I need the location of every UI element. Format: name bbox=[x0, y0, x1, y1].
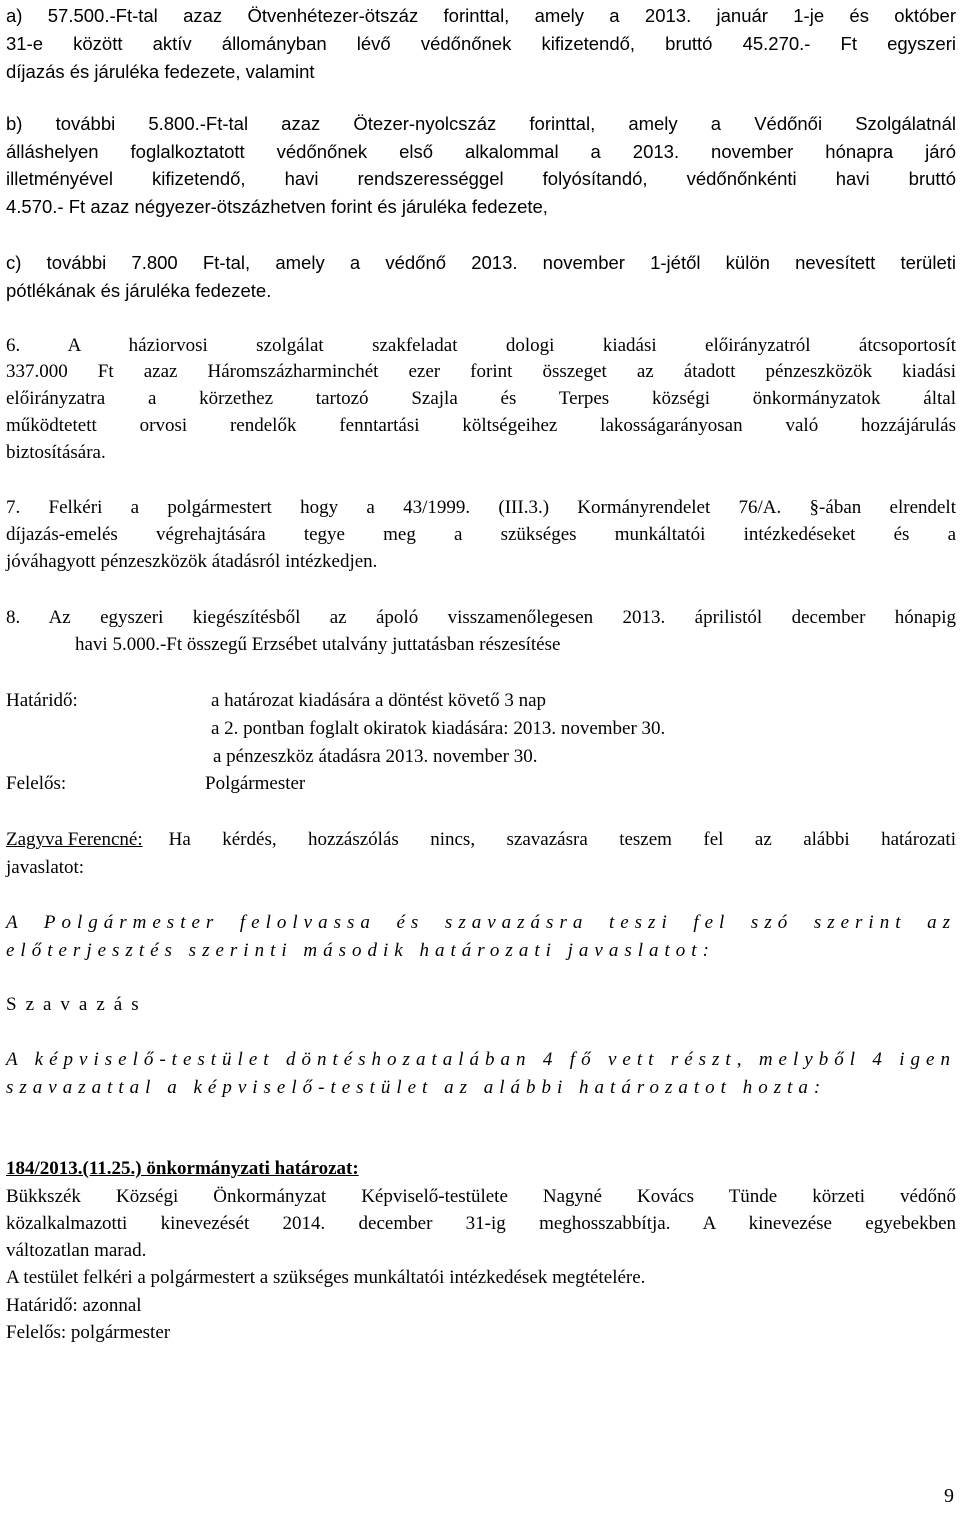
resolution-line-4: A testület felkéri a polgármestert a szükséges munkáltatói intézkedések megtételére. bbox=[6, 1267, 646, 1288]
item-b-line-4: 4.570.- Ft azaz négyezer-ötszázhetven forint és járuléka fedezete, bbox=[6, 196, 548, 217]
item-6-line-3: előirányzatra a körzethez tartozó Szajla és Terpes községi önkormányzatok által bbox=[6, 388, 956, 409]
deadline-value-1: a határozat kiadására a döntést követő 3 nap bbox=[211, 690, 546, 711]
resolution-line-2: közalkalmazotti kinevezését 2014. december 31-ig meghosszabbítja. A kinevezése egyebekben bbox=[6, 1213, 956, 1234]
speaker-line-2: javaslatot: bbox=[6, 857, 85, 878]
item-a-line-3: díjazás és járuléka fedezete, valamint bbox=[6, 61, 315, 82]
item-b-line-2: álláshelyen foglalkoztatott védőnőnek első alkalommal a 2013. november hónapra járó bbox=[6, 141, 956, 162]
item-a-line-2: 31-e között aktív állományban lévő védőnőnek kifizetendő, bruttó 45.270.- Ft egyszeri bbox=[6, 33, 956, 54]
responsible-label: Felelős: bbox=[6, 773, 67, 794]
item-6-line-4: működtetett orvosi rendelők fenntartási költségeihez lakosságarányosan való hozzájárulás bbox=[6, 415, 956, 436]
speaker-text: Ha kérdés, hozzászólás nincs, szavazásra teszem fel az alábbi határozati bbox=[168, 829, 956, 850]
item-6-line-1: 6. A háziorvosi szolgálat szakfeladat dologi kiadási előirányzatról átcsoportosít bbox=[6, 335, 956, 356]
deadline-label: Határidő: bbox=[6, 690, 78, 711]
resolution-responsible: Felelős: polgármester bbox=[6, 1322, 171, 1343]
deadline-value-3: a pénzeszköz átadásra 2013. november 30. bbox=[213, 746, 538, 767]
vote-result-line-1: A képviselő-testület döntéshozatalában 4 fő vett részt, melyből 4 igen bbox=[6, 1049, 956, 1070]
page-number: 9 bbox=[944, 1485, 954, 1507]
mayor-statement-line-2: előterjesztés szerinti második határozati javaslatot: bbox=[6, 940, 715, 961]
item-7-line-3: jóváhagyott pénzeszközök átadásról intézkedjen. bbox=[6, 551, 378, 572]
speaker-line-1 bbox=[6, 827, 956, 853]
item-8-line-1: 8. Az egyszeri kiegészítésből az ápoló visszamenőlegesen 2013. áprilistól december hónapig bbox=[6, 607, 956, 628]
resolution-line-1: Bükkszék Községi Önkormányzat Képviselő-testülete Nagyné Kovács Tünde körzeti védőnő bbox=[6, 1186, 956, 1207]
item-6-line-2: 337.000 Ft azaz Háromszázharminchét ezer forint összeget az átadott pénzeszközök kiadási bbox=[6, 361, 956, 382]
deadline-value-2: a 2. pontban foglalt okiratok kiadására: 2013. november 30. bbox=[211, 718, 666, 739]
speaker-name: Zagyva Ferencné: bbox=[6, 829, 143, 850]
mayor-statement-line-1: A Polgármester felolvassa és szavazásra teszi fel szó szerint az bbox=[6, 912, 956, 933]
resolution-deadline: Határidő: azonnal bbox=[6, 1295, 142, 1316]
item-b-line-3: illetményével kifizetendő, havi rendszerességgel folyósítandó, védőnőnkénti havi bruttó bbox=[6, 168, 956, 189]
item-8-line-2: havi 5.000.-Ft összegű Erzsébet utalvány juttatásban részesítése bbox=[75, 634, 561, 655]
item-7-line-1: 7. Felkéri a polgármestert hogy a 43/1999. (III.3.) Kormányrendelet 76/A. §-ában elrendelt bbox=[6, 497, 956, 518]
item-c-line-2: pótlékának és járuléka fedezete. bbox=[6, 280, 272, 301]
vote-result-line-2: szavazattal a képviselő-testület az alábbi határozatot hozta: bbox=[6, 1077, 827, 1098]
resolution-line-3: változatlan marad. bbox=[6, 1240, 147, 1261]
item-6-line-5: biztosítására. bbox=[6, 442, 106, 463]
vote-heading: Szavazás bbox=[6, 994, 148, 1015]
item-b-line-1: b) további 5.800.-Ft-tal azaz Ötezer-nyolcszáz forinttal, amely a Védőnői Szolgálatnál bbox=[6, 113, 956, 134]
item-a-line-1: a) 57.500.-Ft-tal azaz Ötvenhétezer-ötszáz forinttal, amely a 2013. január 1-je és október bbox=[6, 5, 956, 26]
item-7-line-2: díjazás-emelés végrehajtására tegye meg a szükséges munkáltatói intézkedéseket és a bbox=[6, 524, 956, 545]
item-c-line-1: c) további 7.800 Ft-tal, amely a védőnő 2013. november 1-jétől külön nevesített területi bbox=[6, 252, 956, 273]
responsible-value: Polgármester bbox=[205, 773, 306, 794]
resolution-title: 184/2013.(11.25.) önkormányzati határozat: bbox=[6, 1158, 359, 1179]
